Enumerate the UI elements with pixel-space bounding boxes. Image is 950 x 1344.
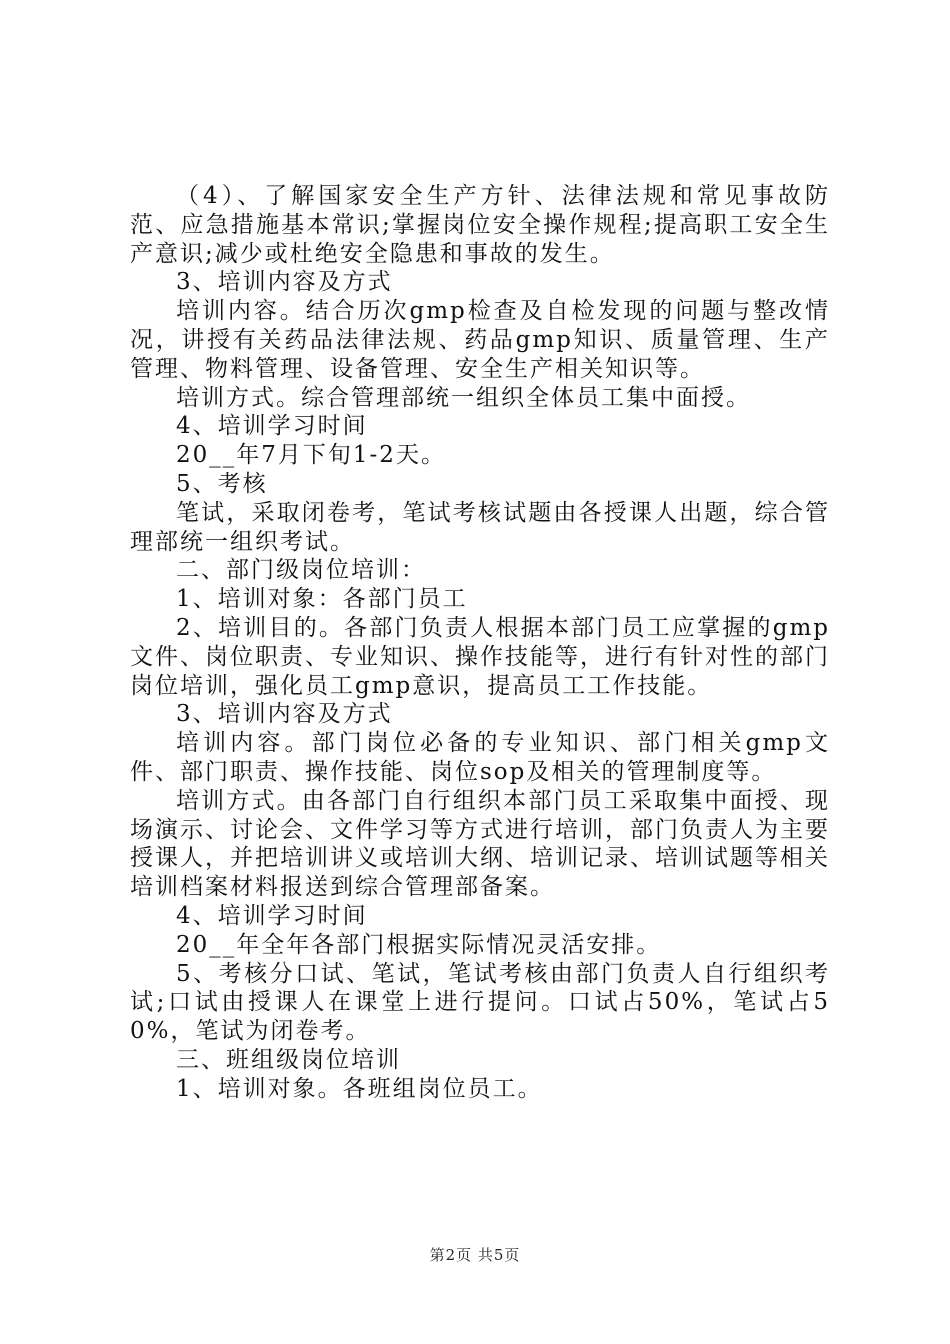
- paragraph-dept-assessment: 5、考核分口试、笔试，笔试考核由部门负责人自行组织考试;口试由授课人在课堂上进行提问。口试占50%，笔试占50%，笔试为闭卷考。: [130, 960, 830, 1045]
- paragraph-training-method: 培训方式。综合管理部统一组织全体员工集中面授。: [176, 384, 751, 411]
- paragraph-assessment: 笔试，采取闭卷考，笔试考核试题由各授课人出题，综合管理部统一组织考试。: [130, 499, 830, 555]
- paragraph-dept-target: 1、培训对象：各部门员工: [176, 586, 468, 613]
- paragraph-dept-content: 培训内容。部门岗位必备的专业知识、部门相关gmp文件、部门职责、操作技能、岗位sop及相关的管理制度等。: [130, 730, 830, 785]
- document-body: [130, 182, 830, 1104]
- paragraph-section-department: 二、部门级岗位培训：: [176, 557, 426, 584]
- paragraph-dept-heading-content-method: 3、培训内容及方式: [176, 701, 393, 728]
- paragraph-dept-purpose: 2、培训目的。各部门负责人根据本部门员工应掌握的gmp文件、岗位职责、专业知识、操作技能等，进行有针对性的部门岗位培训，强化员工gmp意识，提高员工工作技能。: [130, 614, 830, 699]
- paragraph-dept-study-time: 20__年全年各部门根据实际情况灵活安排。: [176, 931, 662, 958]
- paragraph-study-time: 20__年7月下旬1-2天。: [176, 442, 446, 469]
- paragraph-dept-heading-study-time: 4、培训学习时间: [176, 902, 368, 929]
- paragraph-goal-4: （4）、了解国家安全生产方针、法律法规和常见事故防范、应急措施基本常识;掌握岗位安全操作规程;提高职工安全生产意识;减少或杜绝安全隐患和事故的发生。: [130, 183, 830, 267]
- page-number-footer: 第2页 共5页: [429, 1246, 521, 1264]
- paragraph-heading-content-method: 3、培训内容及方式: [176, 269, 393, 296]
- paragraph-dept-method: 培训方式。由各部门自行组织本部门员工采取集中面授、现场演示、讨论会、文件学习等方式进行培训，部门负责人为主要授课人，并把培训讲义或培训大纲、培训记录、培训试题等相关培训档案材料报送到综合管理部备案。: [130, 787, 830, 901]
- paragraph-heading-assessment: 5、考核: [176, 470, 268, 497]
- paragraph-heading-study-time: 4、培训学习时间: [176, 413, 368, 440]
- paragraph-section-team: 三、班组级岗位培训: [176, 1046, 401, 1073]
- paragraph-training-content: 培训内容。结合历次gmp检查及自检发现的问题与整改情况，讲授有关药品法律法规、药品gmp知识、质量管理、生产管理、物料管理、设备管理、安全生产相关知识等。: [130, 298, 830, 382]
- paragraph-team-target: 1、培训对象。各班组岗位员工。: [176, 1075, 543, 1102]
